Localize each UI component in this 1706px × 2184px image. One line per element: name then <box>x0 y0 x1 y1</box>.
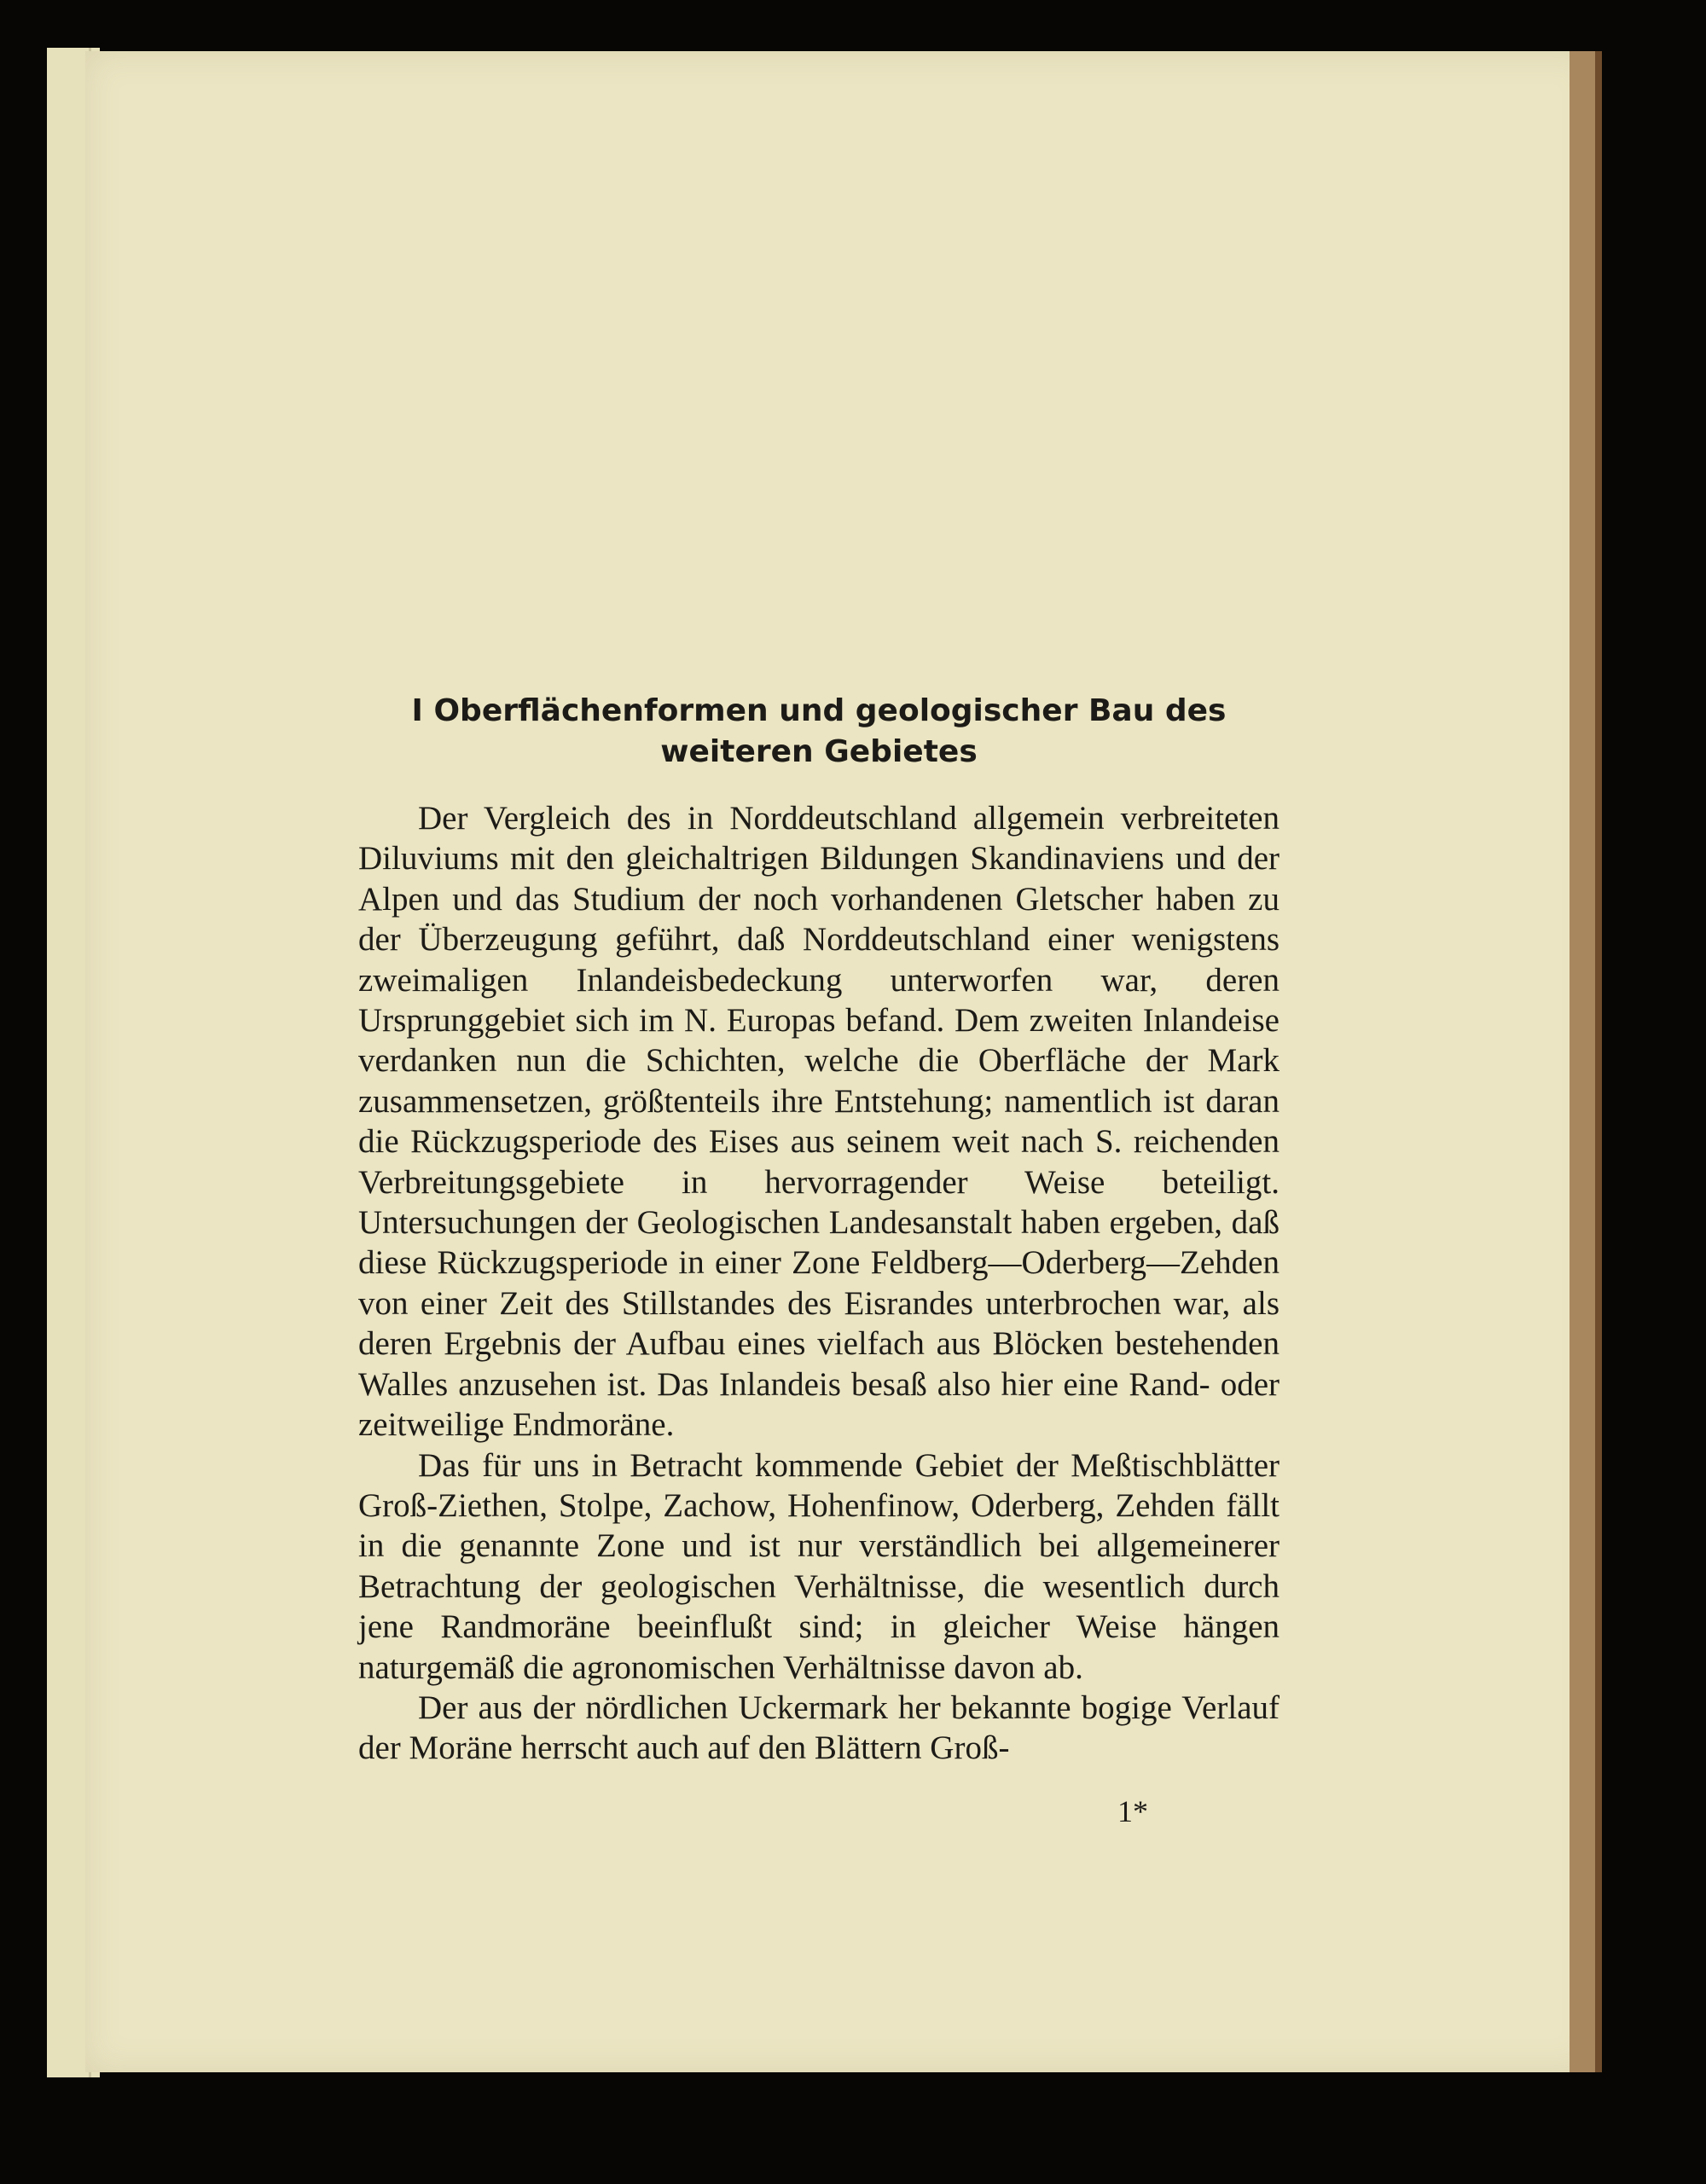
chapter-heading: I Oberflächenformen und geologischer Bau des weiteren Gebietes <box>411 693 1227 769</box>
page-fore-edge <box>1570 51 1602 2072</box>
paragraph-1: Der Vergleich des in Norddeutschland allgemein verbreiteten Diluviums mit den gleichaltrigen Bildungen Skandinaviens und der Alpen und das Studium der noch vorhandenen Gletscher haben zu der Überzeugung geführt, daß Norddeutschland einer wenigstens zweimaligen Inlandeisbedeckung unterworfen war, deren Ursprunggebiet sich im N. Europas befand. Dem zweiten Inlandeise verdanken nun die Schichten, welche die Oberfläche der Mark zusammensetzen, größtenteils ihre Entstehung; namentlich ist daran die Rückzugsperiode des Eises aus seinem weit nach S. reichenden Verbreitungsgebiete in hervorragender Weise beteiligt. Untersuchungen der Geologischen Landesanstalt haben ergeben, daß diese Rückzugsperiode in einer Zone Feldberg—Oderberg—Zehden von einer Zeit des Stillstandes des Eisrandes unterbrochen war, als deren Ergebnis der Aufbau eines vielfach aus Blöcken bestehenden Walles anzusehen ist. Das Inlandeis besaß also hier eine Rand- oder zeitweilige Endmoräne. <box>358 800 1280 1444</box>
signature-mark: 1* <box>1117 1794 1148 1828</box>
paragraph-3: Der aus der nördlichen Uckermark her bekannte bogige Verlauf der Moräne herrscht auch auf den Blättern Groß- <box>358 1689 1280 1767</box>
text-block <box>358 691 1280 1769</box>
paragraph-2: Das für uns in Betracht kommende Gebiet der Meßtischblätter Groß-Ziethen, Stolpe, Zachow, Hohenfinow, Oderberg, Zehden fällt in die genannte Zone und ist nur verständlich bei allgemeinerer Betrachtung der geologischen Verhältnisse, die wesentlich durch jene Randmoräne beeinflußt sind; in gleicher Weise hängen naturgemäß die agronomischen Verhältnisse davon ab. <box>358 1446 1280 1686</box>
